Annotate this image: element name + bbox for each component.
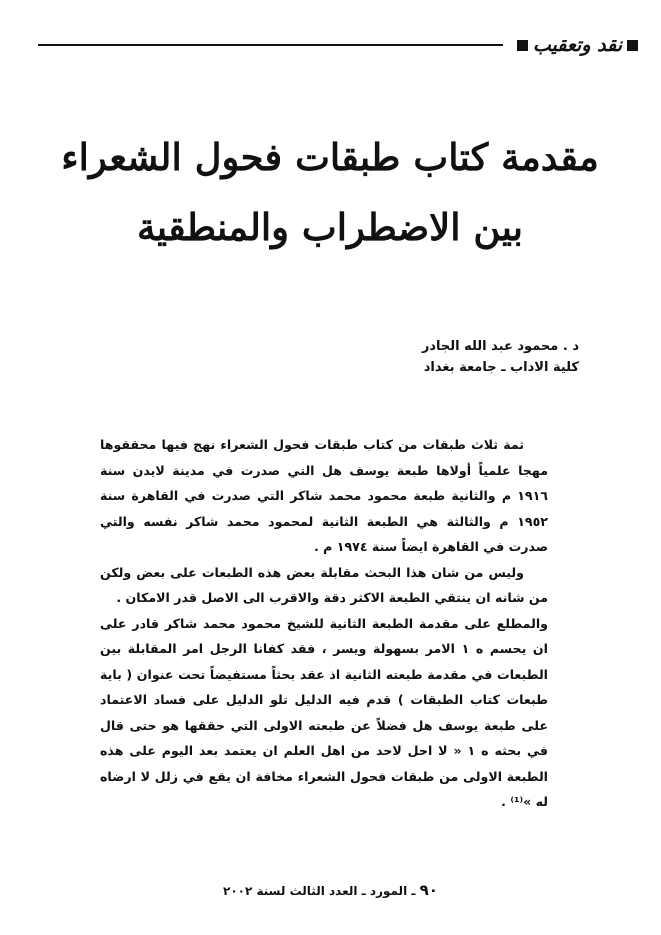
square-bullet-icon — [517, 40, 528, 51]
journal-info: ـ المورد ـ العدد الثالث لسنة ٢٠٠٢ — [223, 884, 416, 898]
page-header — [38, 30, 638, 60]
author-name: د . محمود عبد الله الجادر — [421, 339, 579, 354]
page-footer — [0, 880, 661, 901]
paragraph: وليس من شان هذا البحث مقابلة بعض هذه الطبعات على بعض ولكن من شانه ان ينتقي الطبعة الاكثر دقة والاقرب الى الاصل قدر الامكان . — [100, 564, 548, 605]
article-title — [40, 125, 620, 259]
author-block — [422, 336, 579, 378]
paragraph: والمطلع على مقدمة الطبعة الثانية للشيخ محمود محمد شاكر قادر على ان يحسم ه ١ الامر بسهولة ويسر ، فقد كفانا الرجل امر المقابلة بين الطبعات في مقدمة طبعته الثانية اذ عقد بحثاً مستفيضاً تحت عنوان ( باية طبعات كتاب الطبقات ) قدم فيه الدليل تلو الدليل على فساد الاعتماد على طبعة يوسف هل فضلاً عن طبعته الاولى التي حققها هو حتى قال في بحثه ه ١ « لا احل لاحد من اهل العلم ان يعتمد بعد اليوم على هذه الطبعة الاولى من طبقات فحول الشعراء مخافة ان يقع في زلل لا ارضاه له »⁽¹⁾ . — [100, 615, 548, 809]
square-bullet-icon — [627, 40, 638, 51]
section-label — [517, 30, 638, 60]
article-body — [100, 432, 548, 815]
header-rule — [38, 44, 503, 46]
author-affiliation: كلية الاداب ـ جامعة بغداد — [423, 360, 579, 375]
title-line-1: مقدمة كتاب طبقات فحول الشعراء — [61, 135, 599, 179]
title-line-2: بين الاضطراب والمنطقية — [136, 205, 524, 249]
page-number: ٩٠ — [419, 881, 438, 899]
section-label-text: نقد وتعقيب — [532, 34, 622, 56]
paragraph: ثمة ثلاث طبقات من كتاب طبقات فحول الشعراء نهج فيها محققوها مهجا علمياً أولاها طبعة يوسف هل التي صدرت في مدينة لايدن سنة ١٩١٦ م والثانية طبعة محمود محمد شاكر التي صدرت في القاهرة سنة ١٩٥٢ م والثالثة هي الطبعة الثانية لمحمود محمد شاكر نفسه والتي صدرت في القاهرة ايضاً سنة ١٩٧٤ م . — [100, 437, 548, 554]
